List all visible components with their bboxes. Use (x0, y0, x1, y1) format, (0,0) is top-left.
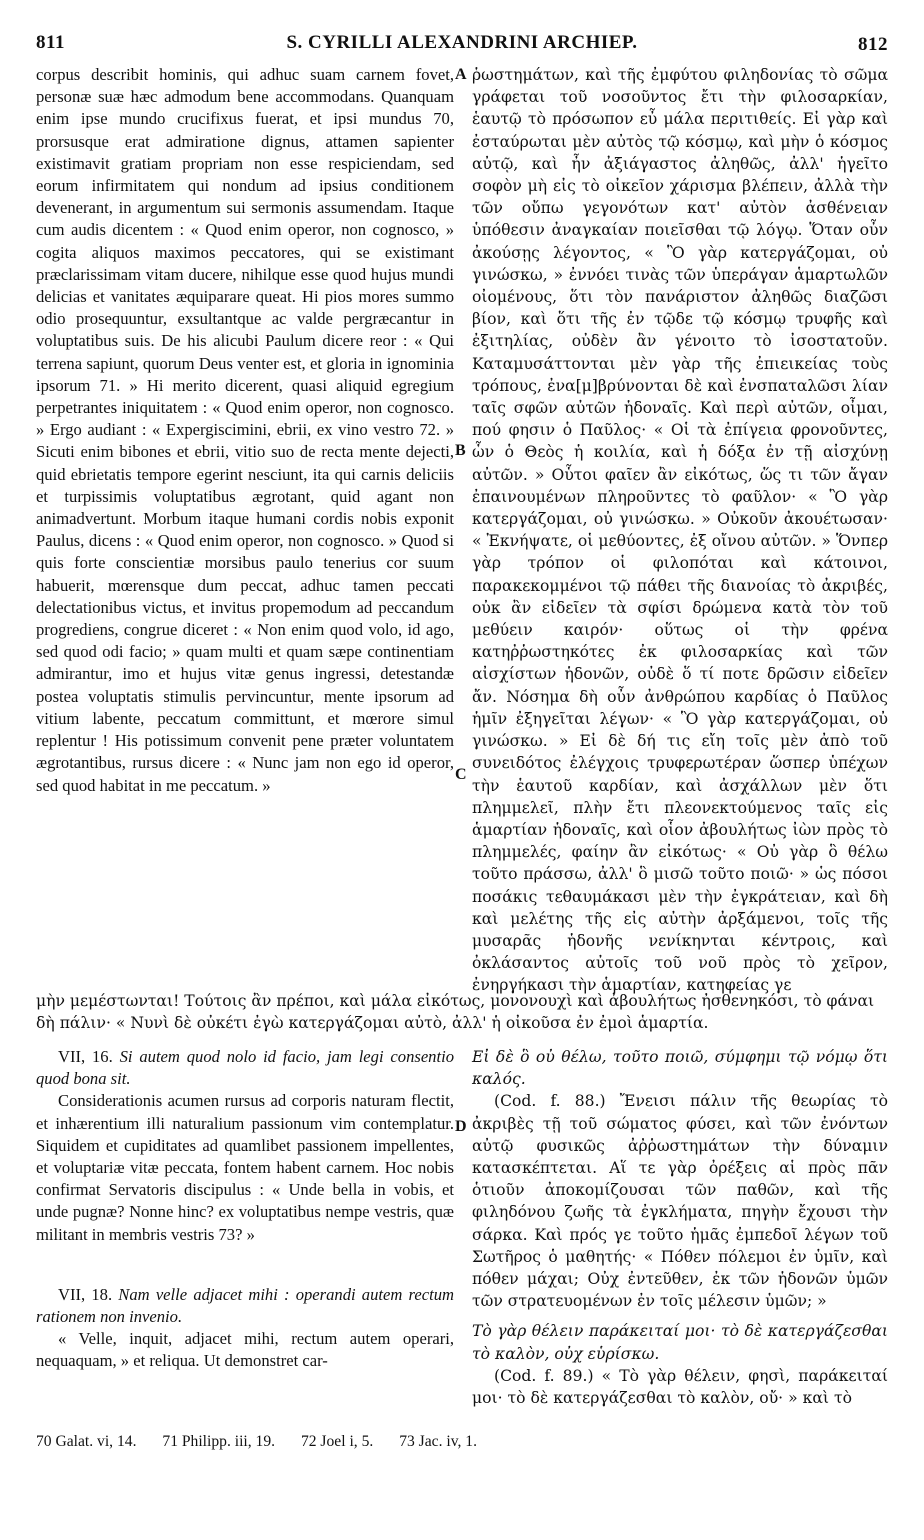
greek-column-lower (472, 1046, 888, 1409)
latin-verse-heading-16 (36, 1046, 454, 1090)
greek-paragraph: (Cod. f. 88.) Ἔνεισι πάλιν τῆς θεωρίας τὸ ἀκριβὲς τῇ τοῦ σώματος φύσει, καὶ τῶν ἐνόντων αὐτῷ φυσικῶς ἀῤῥωστημάτων τὴν δύναμιν κατασκέπτεται. Αἵ τε γὰρ ὀρέξεις αἱ πρὸς πᾶν ὁτιοῦν ἀποκομίζουσαι τῶν παθῶν, καὶ τῆς φιληδόνου ζωῆς τὰ ἐγκλήματα, πηγὴν ἔχουσι τὴν σάρκα. Καὶ πρός γε τοῦτο ἡμᾶς ἐμπεδοῖ λέγων τοῦ Σωτῆρος ὁ μαθητής· « Πόθεν πόλεμοι ἐν ὑμῖν, καὶ πόθεν μάχαι; Οὐχ ἐντεῦθεν, ἐκ τῶν ἡδονῶν ὑμῶν τῶν στρατευομένων ἐν τοῖς μέλεσιν ὑμῶν; » (472, 1092, 888, 1311)
right-page-number: 812 (858, 34, 888, 55)
verse-ref: VII, 18. (58, 1284, 113, 1304)
spacer (472, 1312, 888, 1320)
greek-paragraph: (Cod. f. 89.) « Τὸ γὰρ θέλειν, φησὶ, παράκειταί μοι· τὸ δὲ κατεργάζεσθαι τὸ καλὸν, οὔ· » καὶ τὸ (472, 1366, 888, 1408)
latin-paragraph: Considerationis acumen rursus ad corporis naturam flectit, et inhærentium illi naturalium passionum vim contemplatur. Siquidem et cupiditates ad quamlibet passionem impellentes, et voluptariæ vitæ peccata, fontem habent carnem. Hoc nobis confirmat Servatoris discipulus : « Unde bella in vobis, et unde pugnæ? Nonne hinc? ex voluptatibus nempe vestris, quæ militant in membris vestris 73? » (36, 1091, 454, 1244)
left-page-number: 811 (36, 32, 65, 53)
footnote-72: 72 Joel i, 5. (300, 1433, 374, 1450)
latin-verse-heading-18 (36, 1284, 454, 1328)
greek-column-upper (472, 64, 888, 997)
verse-text: Si autem quod nolo id facio, jam legi consentio quod bona sit. (36, 1047, 454, 1089)
verse-ref: VII, 16. (58, 1047, 113, 1066)
margin-marker-a: A (455, 66, 467, 83)
latin-paragraph: « Velle, inquit, adjacet mihi, rectum autem operari, nequaquam, » et reliqua. Ut demonstret car- (36, 1329, 454, 1371)
greek-verse-heading-16: Εἰ δὲ ὃ οὐ θέλω, τοῦτο ποιῶ, σύμφημι τῷ νόμῳ ὅτι καλός. (472, 1048, 888, 1089)
latin-paragraph: corpus describit hominis, qui adhuc suam carnem fovet, personæ suæ hæc admodum bene accommodans. Quanquam enim ipse mundo crucifixus fuerat, et ipsi mundus 70, prorsusque erat admiratione dignus, attamen sapienter existimavit gratiam propriam non esse respiciendam, sed eorum infirmitatem qui nondum ad ipsius conditionem devenerant, in argumentum sui sermonis assumendam. Itaque cum audis dicentem : « Quod enim operor, non cognosco, » cogita aliquos maximos peccatores, qui se existimant præclarissimam vitam ducere, nihilque esse quod hujus mundi delicias et vanitates æquiparare queat. Hi pios mores summo odio prosequuntur, exsultantque ac valde pergræcantur in voluptatibus suis. De his alicubi Paulum dicere reor : « Qui terrena sapiunt, quorum Deus venter est, et gloria in ignominia ipsorum 71. » Hi merito dicerent, quasi aliquid egregium perpetrantes iniquitatem : « Quod enim operor, non cognosco. » Ergo audiant : « Expergiscimini, ebrii, ex vino vestro 72. » Sicuti enim bibones et ebrii, vitio suo de recta mente dejecti, quid ebrietatis tempore egerint nesciunt, ita qui carnis deliciis et turpissimis voluptatibus ægrotant, quid agant non animadvertunt. Morbum itaque humani cordis nobis exponit Paulus, dicens : « Quod enim operor, non cognosco. » Quod si quis forte conscientiæ morsibus paulo tenerius cor suum habuerit, mœrensque dum peccat, adhuc tamen peccati delectationibus victus, et invitus propemodum ad peccandum progrediens, congrue diceret : « Non enim quod volo, id ago, sed quod odi facio; » quam multi et quam sæpe continentiam admirantur, imo et hujus vitæ genus ingressi, detestandæ postea voluptatis stimulis pervincuntur, mente ipsorum ad vitium labente, peccatum committunt, et mœrore simul replentur ! His potissimum convenit pene præter voluntatem ægrotantibus, rursus dicere : « Nunc jam non ego id operor, sed quod habitat in me peccatum. » (36, 65, 454, 795)
greek-paragraph: ῥωστημάτων, καὶ τῆς ἐμφύτου φιληδονίας τὸ σῶμα γράφεται τοῦ νοσοῦντος ἔτι τὴν φιλοσαρκίαν, ἑαυτῷ τὸ πρόσωπον εὖ μάλα περιτιθείς. Εἰ γὰρ καὶ ἐσταύρωται μὲν αὐτὸς τῷ κόσμῳ, καὶ μὴν ὁ κόσμος αὐτῷ, καὶ ἦν ἀξιάγαστος ἀληθῶς, ἀλλ' ἡγεῖτο σοφὸν μὴ εἰς τὸ οἰκεῖον χάρισμα βλέπειν, ἀλλὰ τὴν τῶν οὔπω γεγονότων κατ' αὐτὸν ἀσθένειαν ὑπόθεσιν ἀναγκαίαν ποιεῖσθαι τῷ λόγῳ. Ὅταν οὖν ἀκούσῃς λέγοντος, « Ὃ γὰρ κατεργάζομαι, οὐ γινώσκω, » ἐννόει τινὰς τῶν ὑπεράγαν ἁμαρτωλῶν οἰομένους, ὅτι τὸν πανάριστον ἀληθῶς διαζῶσι βίον, καὶ ὅτι τῆς ἐν τῷδε τῷ κόσμῳ τρυφῆς καὶ ἐξιτηλίας, οὐδὲν ἂν γένοιτο τὸ ἰσοστατοῦν. Καταμυσάττονται μὲν γὰρ τῆς ἐπιεικείας τοὺς τρόπους, ἐνα[μ]βρύνονται δὲ καὶ ἐνσπαταλῶσι λίαν ταῖς σφῶν αὐτῶν ἡδοναῖς. Καὶ περὶ αὐτῶν, οἶμαι, πού φησιν ὁ Παῦλος· « Οἱ τὰ ἐπίγεια φρονοῦντες, ὧν ὁ Θεὸς ἡ κοιλία, καὶ ἡ δόξα ἐν τῇ αἰσχύνῃ αὐτῶν. » Οὗτοι φαῖεν ἂν εἰκότως, ὥς τι τῶν ἄγαν ἐπαινουμένων πληροῦντες τὸ φαῦλον· « Ὃ γὰρ κατεργάζομαι, οὐ γινώσκω. » Οὐκοῦν ἀκουέτωσαν· « Ἐκνήψατε, οἱ μεθύοντες, ἐξ οἴνου αὐτῶν. » Ὅνπερ γὰρ τρόπον οἱ φιλοπόται καὶ κάτοινοι, παρακεκομμένοι τῷ πάθει τῆς διανοίας τὸ ἀκριβές, οὐκ ἂν εἰδεῖεν τὰ σφίσι δρώμενα κατὰ τὸν τοῦ μεθύειν καιρόν· οὕτως οἱ τὴν φρένα κατηῤῥωστηκότες ἐκ φιλοσαρκίας καὶ τῶν αἰσχίστων ἡδονῶν, οὐδὲ ὅ τί ποτε δρῶσιν εἰδεῖεν ἄν. Νόσημα δὴ οὖν ἀνθρώπου καρδίας ὁ Παῦλος ἡμῖν ἐξηγεῖται λέγων· « Ὃ γὰρ κατεργάζομαι, οὐ γινώσκω. » Εἰ δὲ δή τις εἴη τοῖς μὲν ἀπὸ τοῦ συνειδότος ἐλέγχοις τρυφερωτέραν ὥσπερ ὑπέχων τὴν ἑαυτοῦ καρδίαν, καὶ ἀσχάλλων μὲν ὅτι πλημμελεῖ, πλὴν ἔτι πλεονεκτούμενος ταῖς εἰς ἁμαρτίαν ἡδοναῖς, καὶ οἷον ἀβουλήτως ἰὼν πρὸς τὸ πλημμελές, φαίην ἂν εἰκότως· « Οὐ γὰρ ὃ θέλω τοῦτο πράσσω, ἀλλ' ὃ μισῶ τοῦτο ποιῶ· » ὡς πόσοι ποσάκις τεθαυμάκασι μὲν τὴν ἐγκράτειαν, καὶ δὴ καὶ μελέτης τῆς εἰς αὐτὴν ἀρξάμενοι, τοῖς τῆς μυσαρᾶς ἡδονῆς νενίκηνται κέντροις, καὶ ὀκλάσαντος αὐτοῖς τοῦ νοῦ πρὸς τὸ χεῖρον, ἐνηργήκασι τὴν ἁμαρτίαν, κατηφείας γε (472, 66, 888, 995)
spacer (36, 1246, 454, 1284)
margin-marker-c: C (455, 766, 467, 783)
running-header (36, 28, 888, 58)
footnote-70: 70 Galat. vi, 14. (36, 1433, 137, 1450)
latin-column-upper (36, 64, 454, 797)
greek-verse-heading-18: Τὸ γὰρ θέλειν παράκειταί μοι· τὸ δὲ κατεργάζεσθαι τὸ καλὸν, οὐχ εὑρίσκω. (472, 1322, 888, 1363)
footnotes (36, 1432, 888, 1452)
latin-column-lower (36, 1046, 454, 1373)
margin-marker-d: D (455, 1118, 467, 1135)
greek-spanning-text: μὴν μεμέστωνται! Τούτοις ἂν πρέποι, καὶ μάλα εἰκότως, μονονουχὶ καὶ ἀβουλήτως ἠσθενηκόσι, τὸ φάναι δὴ πάλιν· « Νυνὶ δὲ οὐκέτι ἐγὼ κατεργάζομαι αὐτὸ, ἀλλ' ἡ οἰκοῦσα ἐν ἐμοὶ ἁμαρτία. (36, 992, 875, 1033)
footnote-71: 71 Philipp. iii, 19. (162, 1433, 276, 1450)
running-title: S. CYRILLI ALEXANDRINI ARCHIEP. (286, 32, 638, 53)
verse-text: Nam velle adjacet mihi : operandi autem rectum rationem non invenio. (36, 1284, 454, 1327)
margin-marker-b: B (455, 442, 466, 459)
footnote-73: 73 Jac. iv, 1. (399, 1433, 477, 1450)
